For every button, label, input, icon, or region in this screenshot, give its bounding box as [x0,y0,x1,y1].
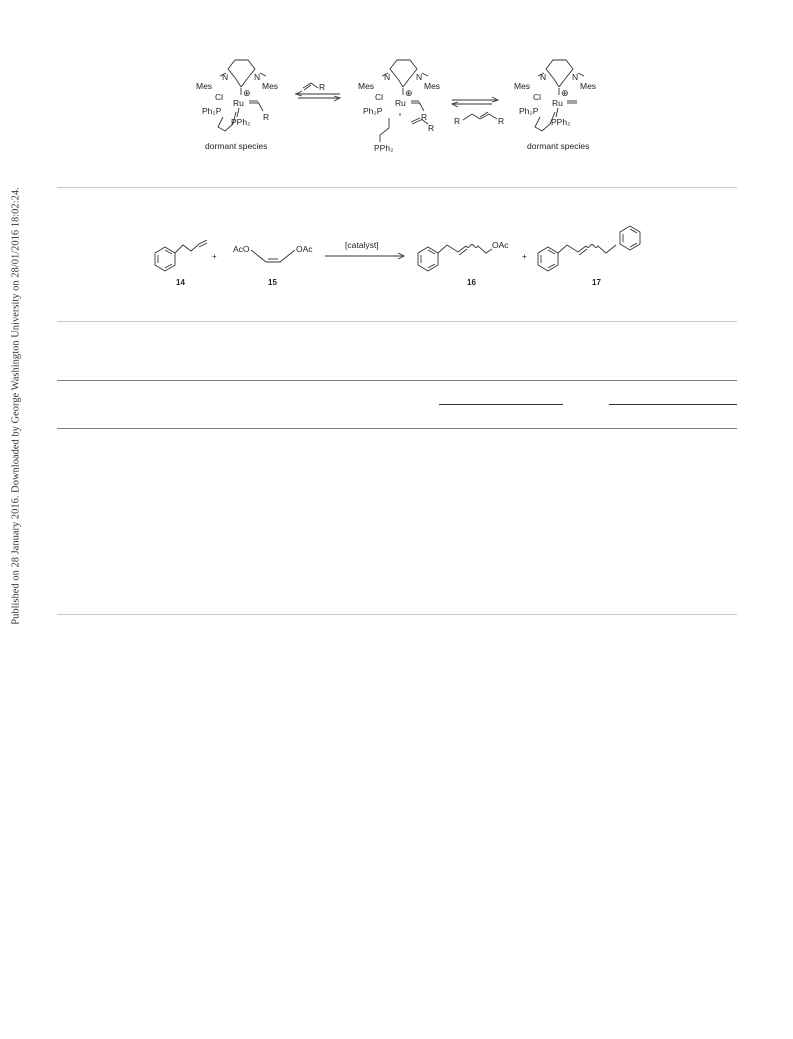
compound-17-label: 17 [592,278,601,287]
compound-14-label: 14 [176,278,185,287]
right-cl: Cl [533,92,542,102]
middle-n1: N [384,72,391,82]
label-aco: AcO [233,244,250,254]
right-pph2: PPh₂ [551,117,571,127]
table-top-rule [57,380,737,381]
middle-r2: R [428,123,435,133]
divider-after-scheme [57,321,737,322]
middle-n2: N [416,72,423,82]
left-ru: Ru [233,98,244,108]
arrow1-reagent-r: R [319,82,326,92]
table-column-group-rule-1 [439,404,563,405]
middle-ph2p: Ph₂P [363,106,383,116]
plus-1: + [212,252,217,261]
catalyst-label: [catalyst] [345,240,379,250]
left-plus-charge: ⊕ [243,88,251,98]
side-note-text: Published on 28 January 2016. Downloaded by George Washington University on 28/01/2016 18:02:24. [10,187,22,625]
right-plus-charge: ⊕ [561,88,569,98]
left-caption: dormant species [205,141,268,151]
middle-plus-charge: ⊕ [405,88,413,98]
right-ph2p: Ph₂P [519,106,539,116]
left-mes-left: Mes [196,81,213,91]
right-mes-left: Mes [514,81,531,91]
left-pph2: PPh₂ [231,117,251,127]
compound-15-label: 15 [268,278,277,287]
left-n2: N [254,72,261,82]
right-n1: N [540,72,547,82]
arrow2-reagent-r-left: R [454,116,461,126]
right-mes-right: Mes [580,81,597,91]
right-ru: Ru [552,98,563,108]
middle-ru: Ru [395,98,406,108]
middle-mes-right: Mes [424,81,441,91]
left-mes-right: Mes [262,81,279,91]
middle-cl: Cl [375,92,384,102]
right-n2: N [572,72,579,82]
left-ph2p: Ph₂P [202,106,222,116]
left-r: R [263,112,270,122]
left-n1: N [222,72,229,82]
table-header-rule [57,428,737,429]
table-bottom-rule [57,614,737,615]
right-caption: dormant species [527,141,590,151]
scheme-cross-metathesis [0,0,793,300]
label-oac-16: OAc [492,240,509,250]
plus-2: + [522,252,527,261]
middle-r1: R [421,112,428,122]
left-cl: Cl [215,92,224,102]
middle-mes-left: Mes [358,81,375,91]
compound-16-label: 16 [467,278,476,287]
label-oac-15: OAc [296,244,313,254]
arrow2-reagent-r-right: R [498,116,505,126]
middle-pph2: PPh₂ [374,143,394,153]
table-column-group-rule-2 [609,404,737,405]
